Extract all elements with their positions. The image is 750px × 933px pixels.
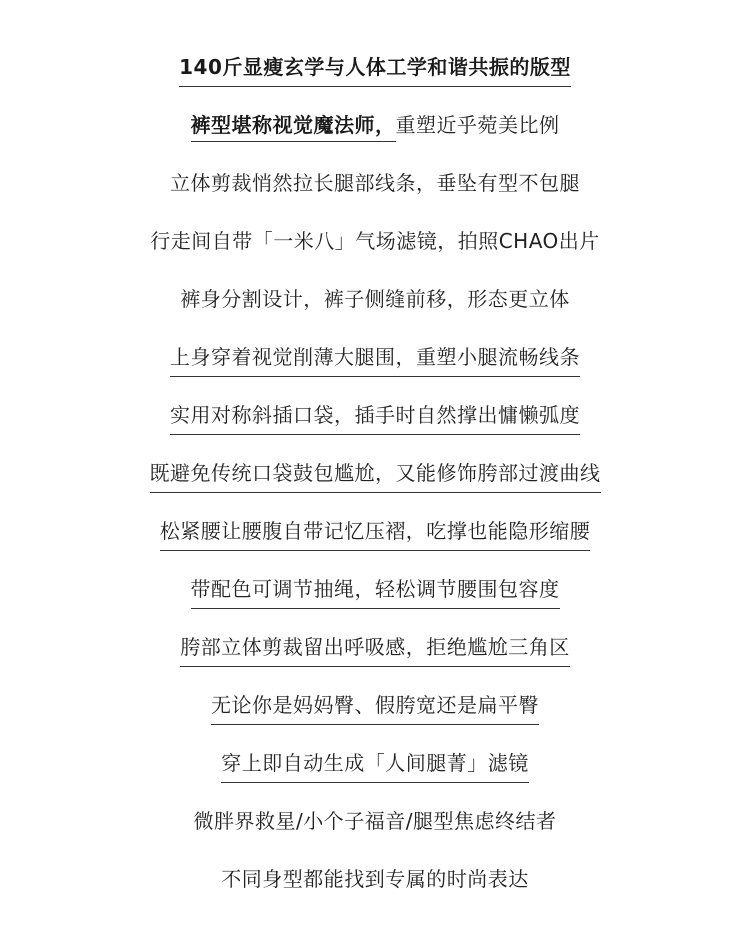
text-line-3: [0, 165, 750, 205]
text-line-12: [0, 687, 750, 727]
line-5-text: 裤身分割设计，裤子侧缝前移，形态更立体: [180, 287, 570, 311]
text-line-7: [0, 397, 750, 437]
text-line-9: [0, 513, 750, 553]
text-line-8: [0, 455, 750, 495]
text-line-2: [0, 107, 750, 147]
line-8-text: 既避免传统口袋鼓包尴尬，又能修饰胯部过渡曲线: [150, 458, 601, 493]
line-2-bold-phrase: 裤型堪称视觉魔法师，: [191, 113, 396, 142]
text-line-6: [0, 339, 750, 379]
line-9-text: 松紧腰让腰腹自带记忆压褶，吃撑也能隐形缩腰: [160, 516, 591, 551]
text-line-14: [0, 803, 750, 843]
text-line-5: [0, 281, 750, 321]
line-7-text: 实用对称斜插口袋，插手时自然撑出慵懒弧度: [170, 400, 580, 435]
line-4-text: 行走间自带「一米八」气场滤镜，拍照CHAO出片: [150, 229, 600, 253]
text-line-1: [0, 49, 750, 89]
text-line-13: [0, 745, 750, 785]
line-2-rest: 重塑近乎菀美比例: [395, 113, 560, 137]
line-11-text: 胯部立体剪裁留出呼吸感，拒绝尴尬三角区: [180, 632, 570, 667]
line-6-text: 上身穿着视觉削薄大腿围，重塑小腿流畅线条: [170, 342, 580, 377]
line-10-text: 带配色可调节抽绳，轻松调节腰围包容度: [191, 574, 560, 609]
line-2-content: [191, 110, 560, 144]
text-line-11: [0, 629, 750, 669]
text-line-10: [0, 571, 750, 611]
text-line-4: [0, 223, 750, 263]
headline: 140斤显瘦玄学与人体工学和谐共振的版型: [179, 52, 571, 87]
line-14-text: 微胖界救星/小个子福音/腿型焦虑终结者: [193, 809, 557, 833]
line-3-text: 立体剪裁悄然拉长腿部线条，垂坠有型不包腿: [170, 171, 580, 195]
line-12-text: 无论你是妈妈臀、假胯宽还是扁平臀: [211, 690, 539, 725]
text-line-15: [0, 861, 750, 901]
line-15-text: 不同身型都能找到专属的时尚表达: [221, 867, 529, 891]
line-13-text: 穿上即自动生成「人间腿菁」滤镜: [221, 748, 529, 783]
